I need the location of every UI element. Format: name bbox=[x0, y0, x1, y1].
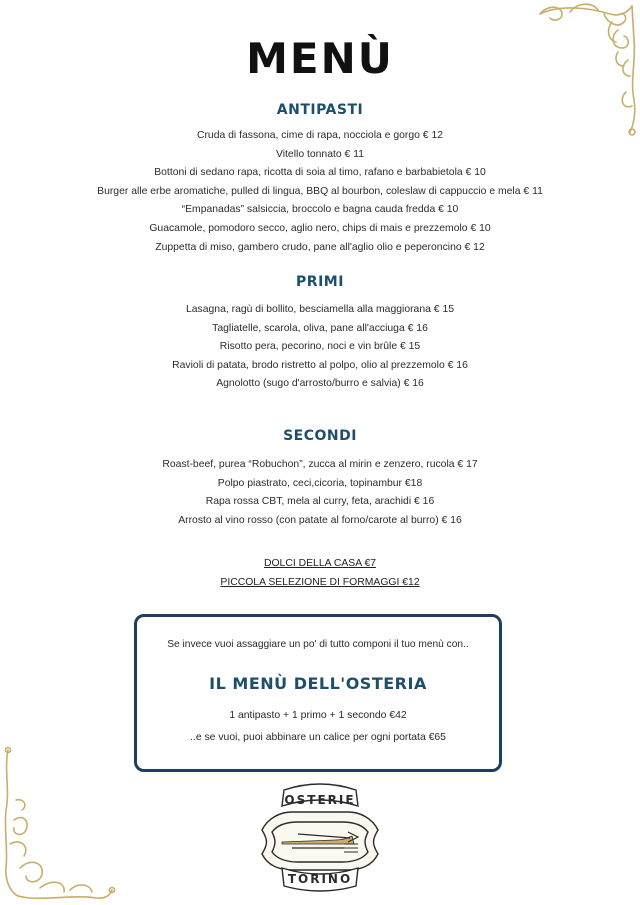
section-title-primi: PRIMI bbox=[296, 274, 344, 290]
menu-item: Tagliatelle, scarola, oliva, pane all'acciuga € 16 bbox=[212, 322, 428, 334]
antipasti-list bbox=[0, 127, 640, 257]
secondi-list bbox=[0, 456, 640, 530]
menu-item: Agnolotto (sugo d'arrosto/burro e salvia) € 16 bbox=[216, 378, 424, 390]
logo-bottom-text: TORINO bbox=[287, 872, 353, 886]
formaggi-item: PICCOLA SELEZIONE DI FORMAGGI €12 bbox=[220, 577, 420, 588]
menu-item: Zuppetta di miso, gambero crudo, pane all'aglio olio e peperoncino € 12 bbox=[155, 241, 485, 253]
menu-item: Vitello tonnato € 11 bbox=[275, 148, 364, 160]
osteria-title: IL MENÙ DELL'OSTERIA bbox=[209, 674, 427, 693]
section-title-antipasti: ANTIPASTI bbox=[276, 102, 364, 118]
osteria-intro: Se invece vuoi assaggiare un po' di tutto componi il tuo menù con.. bbox=[167, 639, 469, 650]
menu-item: Guacamole, pomodoro secco, aglio nero, chips di mais e prezzemolo € 10 bbox=[149, 222, 491, 234]
menu-item: Ravioli di patata, brodo ristretto al polpo, olio al prezzemolo € 16 bbox=[172, 359, 468, 371]
menu-item: “Empanadas” salsiccia, broccolo e bagna cauda fredda € 10 bbox=[181, 204, 459, 216]
menu-item: Roast-beef, purea “Robuchon”, zucca al mirin e zenzero, rucola € 17 bbox=[162, 459, 478, 470]
primi-list bbox=[0, 301, 640, 394]
menu-title: MENÙ bbox=[246, 34, 394, 83]
menu-item: Polpo piastrato, ceci,cicoria, topinambur €18 bbox=[217, 477, 423, 489]
menu-item: Bottoni di sedano rapa, ricotta di soia al timo, rafano e barbabietola € 10 bbox=[154, 167, 486, 179]
menu-item: Burger alle erbe aromatiche, pulled di lingua, BBQ al bourbon, coleslaw di cappuccio e mela € 11 bbox=[97, 185, 543, 197]
menu-item: Arrosto al vino rosso (con patate al forno/carote al burro) € 16 bbox=[178, 514, 462, 526]
osteria-price-line: 1 antipasto + 1 primo + 1 secondo €42 bbox=[229, 710, 407, 721]
section-title-secondi: SECONDI bbox=[283, 428, 357, 444]
menu-item: Rapa rossa CBT, mela al curry, feta, arachidi € 16 bbox=[205, 496, 435, 508]
osteria-wine-line: ..e se vuoi, puoi abbinare un calice per ogni portata €65 bbox=[190, 732, 446, 743]
osteria-menu-box bbox=[134, 614, 502, 772]
logo-top-text: OSTERIE bbox=[284, 793, 356, 807]
menu-item: Cruda di fassona, cime di rapa, nocciola e gorgo € 12 bbox=[196, 130, 444, 141]
menu-item: Risotto pera, pecorino, noci e vin brûle € 15 bbox=[219, 341, 421, 353]
corner-flourish-icon bbox=[0, 740, 120, 905]
osterie-torino-logo bbox=[258, 782, 382, 892]
menu-item: Lasagna, ragù di bollito, besciamella alla maggiorana € 15 bbox=[185, 304, 455, 315]
dolci-item: DOLCI DELLA CASA €7 bbox=[263, 558, 377, 569]
extras-list bbox=[0, 554, 640, 592]
